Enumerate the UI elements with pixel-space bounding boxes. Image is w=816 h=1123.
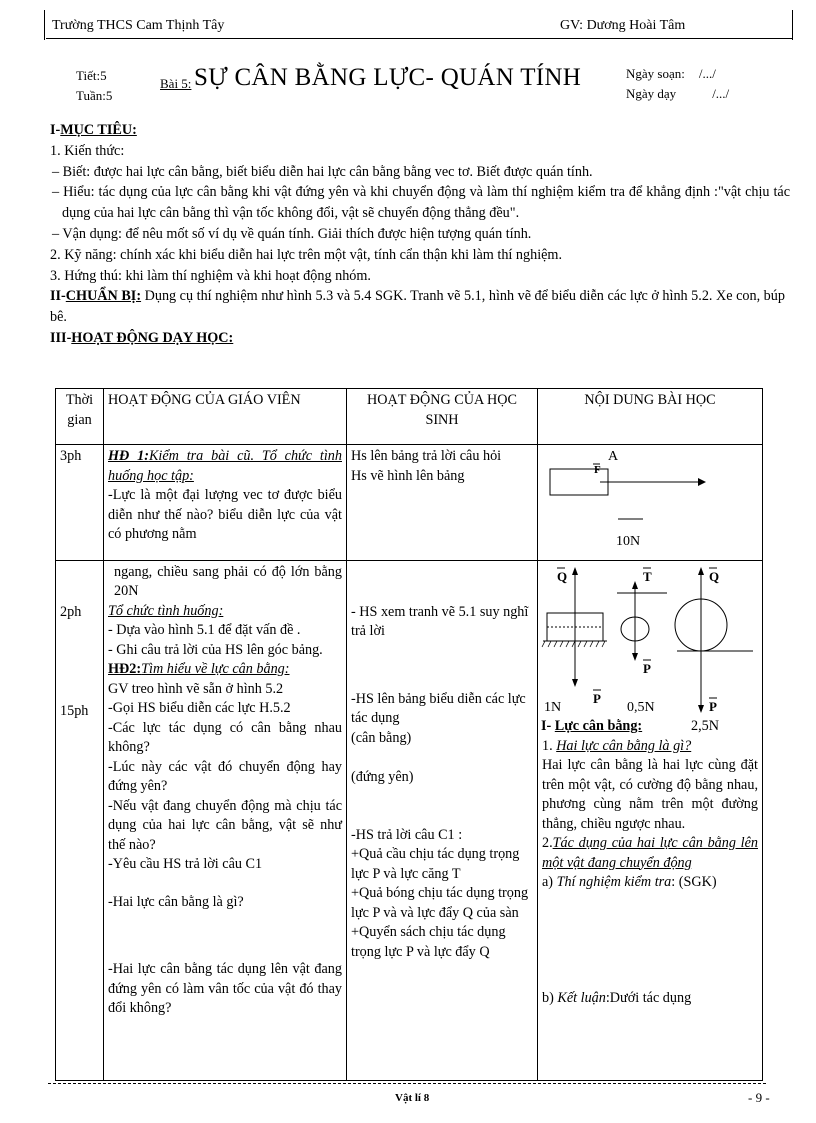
- footer-rule: [48, 1083, 766, 1084]
- fig-scale-05n: 0,5N: [627, 699, 655, 715]
- lesson-number: Bài 5:: [160, 76, 192, 91]
- row2-time-b: 15ph: [60, 703, 89, 719]
- activity-table: [55, 388, 763, 1081]
- header-content: NỘI DUNG BÀI HỌC: [538, 389, 763, 445]
- page-title: SỰ CÂN BẰNG LỰC- QUÁN TÍNH: [194, 64, 582, 91]
- hd1-text: -Lực là một đại lượng vec tơ được biểu diễn như thế nào? biểu diễn lực của vật có phương nằm: [108, 487, 342, 542]
- ngay-day-label: Ngày dạy: [626, 86, 677, 101]
- s-5: -HS trả lời câu C1 :: [351, 826, 463, 843]
- section2-text: Dụng cụ thí nghiệm như hình 5.3 và 5.4 SGK. Tranh vẽ 5.1, hình vẽ để biểu diễn các lực ở hình 5.2. Xe con, búp bê.: [50, 288, 785, 326]
- s-4: (đứng yên): [351, 769, 414, 785]
- ngay-soan-value: /.../: [698, 66, 716, 81]
- t-1: GV treo hình vẽ sẵn ở hình 5.2: [108, 680, 284, 697]
- tiet-label: Tiết:5: [76, 68, 107, 83]
- ca-text: : (SGK): [671, 874, 717, 890]
- s-3: (cân bằng): [351, 729, 412, 746]
- hd1-title: Kiểm tra bài cũ. Tổ chức tình huống học tập:: [108, 448, 342, 484]
- balanced-forces-figure: [541, 561, 760, 717]
- row1-student: [347, 445, 538, 561]
- teacher-name: GV: Dương Hoài Tâm: [560, 18, 686, 33]
- kynang-text: 2. Kỹ năng: chính xác khi biểu diễn hai lực trên một vật, tính cẩn thận khi làm thí nghiệm.: [50, 246, 563, 263]
- tuan-label: Tuần:5: [76, 88, 113, 103]
- biet-text: Biết: được hai lực cân bằng, biết biểu diễn hai lực cân bằng bằng vec tơ. Biết được quán tính.: [62, 163, 593, 180]
- t-3: -Các lực tác dụng có cân bằng nhau không?: [108, 719, 342, 755]
- ngay-soan-label: Ngày soạn:: [626, 66, 685, 81]
- fig-t: T: [643, 568, 652, 584]
- t-sit-title: Tổ chức tình huống:: [108, 602, 224, 619]
- row2-time: [56, 560, 104, 1080]
- knowledge-title: 1. Kiến thức:: [50, 142, 125, 159]
- content-title: Lực cân bằng:: [554, 717, 643, 734]
- section1-heading: MỤC TIÊU:: [60, 122, 137, 138]
- ca-heading: Thí nghiệm kiểm tra: [556, 874, 672, 890]
- row2-student: [347, 560, 538, 1080]
- t-2: -Gọi HS biểu diễn các lực H.5.2: [108, 700, 291, 716]
- t-8: -Hai lực cân bằng tác dụng lên vật đang đứng yên có làm vân tốc của vật đó thay đổi không?: [108, 961, 342, 1016]
- section3-prefix: III-: [50, 329, 72, 346]
- row1-time: 3ph: [56, 445, 104, 561]
- vandung-text: Vận dụng: để nêu mốt số ví dụ về quán tính. Giải thích được hiện tượng quán tính.: [62, 225, 532, 242]
- ngay-day-value: /.../: [712, 86, 730, 101]
- section1-prefix: I-: [50, 122, 61, 138]
- header-border-left: [44, 10, 45, 40]
- header-rule: [46, 38, 792, 39]
- page-number: - 9 -: [748, 1090, 770, 1105]
- hd2-label: HĐ2:: [108, 661, 142, 677]
- lesson-dates: [626, 64, 729, 104]
- section3-heading: HOẠT ĐỘNG DẠY HỌC:: [71, 329, 234, 346]
- fig-p1: P: [593, 690, 601, 706]
- content-title-prefix: I-: [541, 717, 555, 734]
- table-row: [56, 560, 763, 1080]
- fig-p3: P: [709, 698, 717, 714]
- table-header-row: [56, 389, 763, 445]
- s-7: +Quả bóng chịu tác dụng trọng lực P và và lực đẩy Q của sàn: [351, 885, 529, 921]
- fig-p2: P: [643, 660, 651, 676]
- c1-heading: Hai lực cân bằng là gì?: [556, 737, 692, 754]
- cb-text: :Dưới tác dụng: [605, 989, 692, 1006]
- fig-scale-25n: 2,5N: [691, 717, 719, 734]
- t-7: -Hai lực cân bằng là gì?: [108, 893, 244, 910]
- lesson-objectives: I-MỤC TIÊU: 1. Kiến thức: – Biết: được hai lực cân bằng, biết biểu diễn hai lực cân bằng bằng vec tơ. Biết được quán tính. – Hiểu: tác dụng của lực cân bằng khi vật đứng yên và khi chuyển động và làm thí nghiệm kiểm tra để khẳng định :"vật chịu tác dụng của hai lực cân bằng thì vận tốc không đổi, vật sẽ chuyển động thẳng đều". – Vận dụng: để nêu mốt số ví dụ về quán tính. Giải thích được hiện tượng quán tính. 2. Kỹ năng: chính xác khi biểu diễn hai lực trên một vật, tính cẩn thận khi làm thí nghiệm. 3. Hứng thú: khi làm thí nghiệm và khi hoạt động nhóm. II-CHUẨN BỊ: Dụng cụ thí nghiệm như hình 5.3 và 5.4 SGK. Tranh vẽ 5.1, hình vẽ để biểu diễn các lực ở hình 5.2. Xe con, búp bê. III-HOẠT ĐỘNG DẠY HỌC:: [50, 122, 790, 346]
- row1-student-2: Hs vẽ hình lên bảng: [351, 467, 465, 484]
- school-name: Trường THCS Cam Thịnh Tây: [52, 18, 225, 33]
- c2-heading: Tác dụng của hai lực cân bằng lên một vật đang chuyển động: [542, 835, 758, 871]
- ca-prefix: a): [542, 874, 557, 890]
- row2-content: [538, 560, 763, 1080]
- row1-teacher: [104, 445, 347, 561]
- header-student: HOẠT ĐỘNG CỦA HỌC SINH: [347, 389, 538, 445]
- hieu-text: Hiểu: tác dụng của lực cân bằng khi vật đứng yên và khi chuyển động và làm thí nghiệm kiểm tra để khẳng định :"vật chịu tác dụng của hai lực cân bằng thì vận tốc không đổi, vật sẽ chuyển động thẳng đều".: [62, 184, 790, 222]
- t-6: -Yêu cầu HS trả lời câu C1: [108, 856, 263, 872]
- s-8: +Quyển sách chịu tác dụng trọng lực P và lực đẩy Q: [351, 924, 506, 960]
- fig-label-f: F: [594, 464, 601, 476]
- fig-q1: Q: [557, 568, 568, 584]
- fig-label-a: A: [608, 449, 619, 464]
- t-sit-2: - Ghi câu trả lời của HS lên góc bảng.: [108, 641, 323, 658]
- header-border-right: [792, 10, 793, 40]
- header-teacher: HOẠT ĐỘNG CỦA GIÁO VIÊN: [104, 389, 347, 445]
- row2-time-a: 2ph: [60, 603, 82, 620]
- fig-scale-1n: 1N: [544, 699, 562, 715]
- row2-teacher: [104, 560, 347, 1080]
- hd2-title: Tìm hiểu về lực cân bằng:: [141, 661, 290, 677]
- hd1-label: HĐ 1:: [108, 448, 149, 464]
- hungthu-text: 3. Hứng thú: khi làm thí nghiệm và khi hoạt động nhóm.: [50, 267, 371, 284]
- fig-scale: 10N: [616, 534, 641, 549]
- t-cont: ngang, chiều sang phải có độ lớn bằng 20N: [114, 563, 342, 599]
- t-5: -Nếu vật đang chuyển động mà chịu tác dụng của hai lực cân bằng, vật sẽ như thế nào?: [108, 797, 342, 853]
- c2-prefix: 2.: [542, 835, 553, 851]
- fig-q2: Q: [709, 568, 720, 584]
- s-6: +Quả cầu chịu tác dụng trọng lực P và lực căng T: [351, 846, 520, 882]
- lesson-period: [76, 66, 112, 106]
- row1-figure: [538, 445, 763, 561]
- row1-student-1: Hs lên bảng trả lời câu hỏi: [351, 448, 502, 464]
- cb-heading: Kết luận: [557, 989, 606, 1006]
- section2-prefix: II-: [50, 288, 66, 305]
- t-sit-1: - Dựa vào hình 5.1 để đặt vấn đề .: [108, 622, 301, 638]
- header-time: Thời gian: [56, 389, 104, 445]
- t-4: -Lúc này các vật đó chuyển động hay đứng yên?: [108, 758, 342, 794]
- s-1: - HS xem tranh vẽ 5.1 suy nghĩ trả lời: [351, 603, 529, 639]
- footer-subject: Vật lí 8: [395, 1092, 430, 1104]
- section2-heading: CHUẨN BỊ:: [65, 288, 142, 305]
- s-2: -HS lên bảng biểu diễn các lực tác dụng: [351, 690, 526, 726]
- force-vector-figure: [538, 445, 762, 553]
- c1-text: Hai lực cân bằng là hai lực cùng đặt trên một vật, có cường độ bằng nhau, phương cùng nằm trên một đường thẳng, chiều ngược nhau.: [542, 757, 758, 832]
- c1-prefix: 1.: [542, 737, 557, 754]
- table-row: [56, 445, 763, 561]
- cb-prefix: b): [542, 989, 558, 1006]
